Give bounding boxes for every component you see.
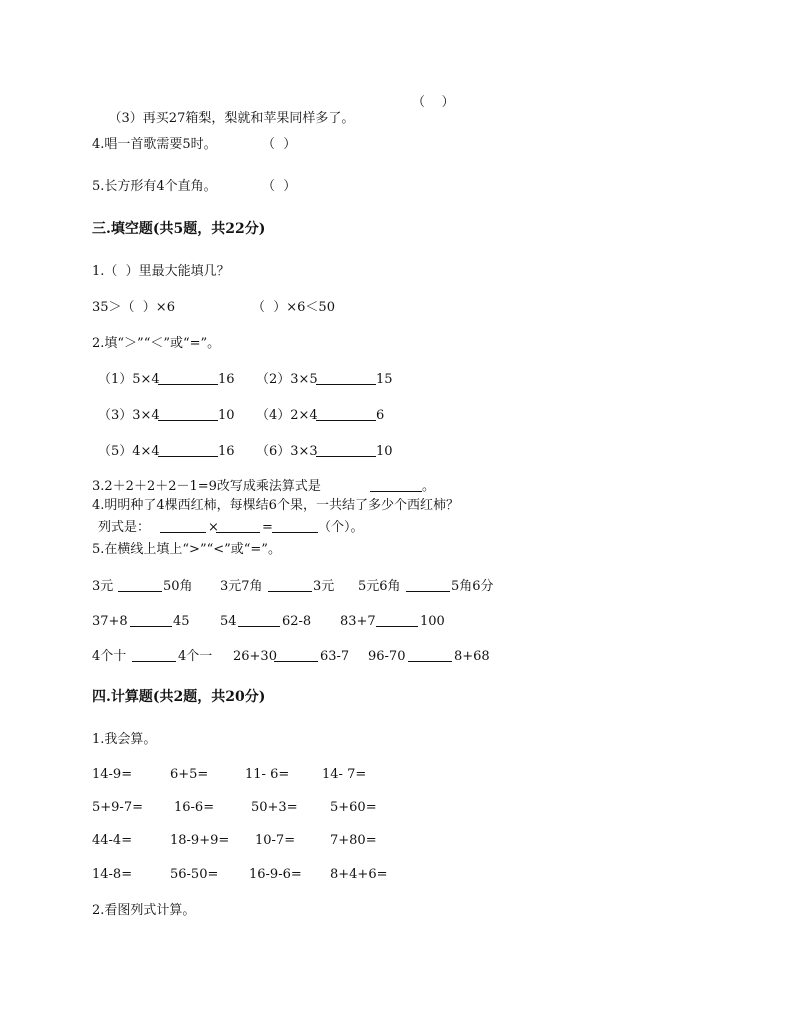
calc-problem[interactable]: 10-7= [255, 833, 296, 848]
calc-problem[interactable]: 11- 6= [245, 767, 290, 782]
compare-right: 4个一 [178, 649, 213, 664]
compare-right: 100 [420, 614, 445, 629]
calc-problem[interactable]: 56-50= [170, 867, 219, 882]
compare-right: 50角 [163, 579, 193, 594]
calc-problem[interactable]: 16-6= [174, 800, 215, 815]
answer-blank[interactable] [158, 408, 218, 421]
compare-value: 10 [376, 444, 393, 459]
compare-value: 15 [376, 372, 393, 387]
judgment-item-5-answer[interactable]: （ ） [262, 179, 297, 194]
compare-label: （3）3×4 [98, 408, 160, 423]
answer-blank[interactable] [370, 479, 422, 492]
calc-problem[interactable]: 16-9-6= [249, 867, 302, 882]
fill-q3-text: 3.2＋2＋2＋2－1=9改写成乘法算式是 [92, 479, 321, 494]
calc-q1: 1.我会算。 [92, 732, 157, 747]
calc-problem[interactable]: 5+60= [330, 800, 377, 815]
judgment-item-4-answer[interactable]: （ ） [262, 137, 297, 152]
answer-blank[interactable] [274, 649, 318, 662]
compare-left: 96-70 [368, 649, 406, 664]
section-3-heading: 三.填空题(共5题，共22分) [92, 221, 266, 237]
answer-blank[interactable] [160, 520, 206, 533]
answer-blank[interactable] [238, 614, 280, 627]
compare-right: 62-8 [282, 614, 312, 629]
judgment-item-4: 4.唱一首歌需要5时。 [92, 137, 217, 152]
fill-q1: 1.（ ）里最大能填几？ [92, 264, 230, 279]
compare-right: 63-7 [320, 649, 350, 664]
fill-q3-end: 。 [422, 479, 436, 494]
compare-left: 3元7角 [220, 579, 263, 594]
compare-right: 5角6分 [451, 579, 494, 594]
judgment-item-3-text: （3）再买27箱梨，梨就和苹果同样多了。 [108, 111, 355, 126]
compare-right: 45 [173, 614, 190, 629]
fill-q1-part-b: （ ）×6＜50 [252, 300, 335, 315]
compare-label: （1）5×4 [98, 372, 160, 387]
answer-blank[interactable] [158, 372, 218, 385]
compare-value: 10 [218, 408, 235, 423]
compare-left: 83+7 [340, 614, 376, 629]
calc-problem[interactable]: 44-4= [92, 833, 133, 848]
compare-label: （5）4×4 [98, 444, 160, 459]
answer-blank[interactable] [132, 649, 176, 662]
compare-right: 3元 [313, 579, 335, 594]
compare-label: （4）2×4 [256, 408, 318, 423]
calc-problem[interactable]: 7+80= [330, 833, 377, 848]
calc-problem[interactable]: 18-9+9= [170, 833, 230, 848]
fill-q4: 4.明明种了4棵西红柿，每棵结6个果，一共结了多少个西红柿？ [92, 498, 459, 513]
fill-q5: 5.在横线上填上“>”“<”或“=”。 [92, 542, 281, 557]
compare-left: 26+30 [233, 649, 277, 664]
compare-label: （2）3×5 [256, 372, 318, 387]
calc-problem[interactable]: 14- 7= [322, 767, 367, 782]
compare-right: 8+68 [454, 649, 490, 664]
answer-blank[interactable] [316, 444, 376, 457]
calc-q2: 2.看图列式计算。 [92, 903, 196, 918]
answer-blank[interactable] [408, 649, 452, 662]
calc-problem[interactable]: 14-9= [92, 767, 133, 782]
compare-left: 54 [220, 614, 237, 629]
calc-problem[interactable]: 50+3= [251, 800, 298, 815]
answer-blank[interactable] [216, 520, 260, 533]
answer-blank[interactable] [406, 579, 450, 592]
calc-problem[interactable]: 8+4+6= [330, 867, 388, 882]
fill-q2: 2.填“＞”“＜”或“=”。 [92, 336, 221, 351]
unit-label: （个）。 [318, 520, 364, 535]
answer-blank[interactable] [316, 408, 376, 421]
answer-blank[interactable] [118, 579, 162, 592]
equals-sign: = [262, 520, 273, 535]
compare-left: 5元6角 [358, 579, 401, 594]
compare-value: 16 [218, 372, 235, 387]
compare-label: （6）3×3 [256, 444, 318, 459]
compare-value: 6 [376, 408, 385, 423]
calc-problem[interactable]: 6+5= [170, 767, 209, 782]
compare-left: 37+8 [92, 614, 128, 629]
answer-blank[interactable] [316, 372, 376, 385]
answer-blank[interactable] [272, 520, 318, 533]
section-4-heading: 四.计算题(共2题，共20分) [92, 689, 266, 705]
calc-problem[interactable]: 14-8= [92, 867, 133, 882]
answer-blank[interactable] [268, 579, 312, 592]
answer-blank[interactable] [376, 614, 418, 627]
compare-value: 16 [218, 444, 235, 459]
formula-label: 列式是： [98, 520, 151, 535]
compare-left: 3元 [92, 579, 114, 594]
answer-blank[interactable] [158, 444, 218, 457]
compare-left: 4个十 [92, 649, 127, 664]
fill-q1-part-a: 35＞（ ）×6 [92, 300, 175, 315]
judgment-item-3 [92, 95, 354, 143]
answer-blank[interactable] [130, 614, 172, 627]
calc-problem[interactable]: 5+9-7= [92, 800, 143, 815]
judgment-item-3-answer[interactable]: （ ） [412, 95, 455, 110]
times-sign: × [208, 520, 219, 535]
judgment-item-5: 5.长方形有4个直角。 [92, 179, 217, 194]
